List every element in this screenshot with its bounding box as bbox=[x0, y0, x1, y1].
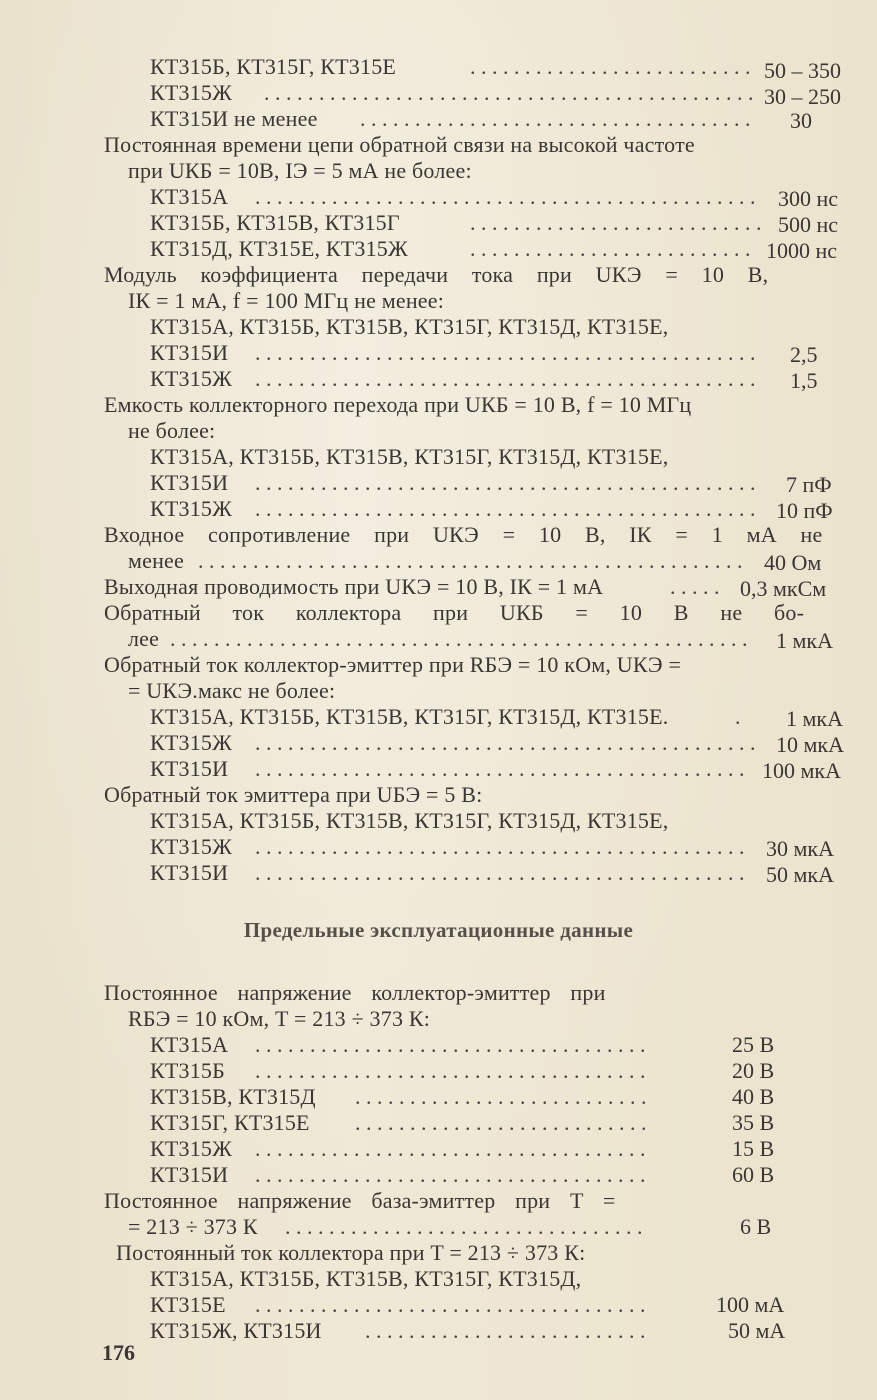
value: 35 В bbox=[732, 1110, 775, 1135]
value: 0,3 мкСм bbox=[740, 576, 827, 601]
text-line: Постоянная времени цепи обратной связи на высокой частоте bbox=[104, 132, 695, 157]
value: 100 мкА bbox=[762, 758, 841, 783]
leader-dots: ............................................. bbox=[255, 756, 750, 781]
leader-dots: ............................................. bbox=[264, 80, 759, 105]
text-line: Обратный ток коллектора при UКБ = 10 В не бо- bbox=[104, 600, 805, 625]
leader-dots: .......................... bbox=[470, 54, 756, 79]
leader-dots: .......................... bbox=[365, 1318, 651, 1343]
leader-dots: .................................... bbox=[255, 1058, 651, 1083]
value: 30 – 250 bbox=[764, 84, 841, 109]
value: 30 bbox=[790, 108, 812, 133]
text-line: КТ315Ж bbox=[150, 80, 233, 105]
text-line: = 213 ÷ 373 К bbox=[128, 1214, 258, 1239]
text-line: Выходная проводимость при UКЭ = 10 В, IК = 1 мА bbox=[104, 574, 604, 599]
text-line: не более: bbox=[128, 418, 216, 443]
value: 50 мкА bbox=[766, 862, 834, 887]
text-line: КТ315И bbox=[150, 860, 229, 885]
text-line: КТ315А, КТ315Б, КТ315В, КТ315Г, КТ315Д, КТ315Е, bbox=[150, 808, 669, 833]
text-line: RБЭ = 10 кОм, T = 213 ÷ 373 К: bbox=[128, 1006, 431, 1031]
text-line: КТ315Б, КТ315В, КТ315Г bbox=[150, 210, 400, 235]
text-line: Постоянный ток коллектора при T = 213 ÷ 373 К: bbox=[116, 1240, 586, 1265]
text-line: КТ315А, КТ315Б, КТ315В, КТ315Г, КТ315Д, КТ315Е, bbox=[150, 314, 669, 339]
value: 300 нс bbox=[778, 186, 839, 211]
text-line: КТ315И bbox=[150, 340, 229, 365]
value: 500 нс bbox=[778, 212, 839, 237]
text-line: КТ315Ж bbox=[150, 1136, 233, 1161]
leader-dots: .............................................. bbox=[255, 730, 761, 755]
leader-dots: ............................................. bbox=[255, 834, 750, 859]
leader-dots: . bbox=[735, 704, 746, 729]
text-line: КТ315И bbox=[150, 1162, 229, 1187]
text-line: КТ315Ж bbox=[150, 730, 233, 755]
leader-dots: ........................... bbox=[355, 1110, 652, 1135]
leader-dots: .................................... bbox=[360, 106, 756, 131]
value: 10 мкА bbox=[776, 732, 844, 757]
text-line: КТ315Ж bbox=[150, 366, 233, 391]
value: 6 В bbox=[740, 1214, 772, 1239]
text-line: КТ315А, КТ315Б, КТ315В, КТ315Г, КТ315Д, КТ315Е, bbox=[150, 444, 669, 469]
value: 40 В bbox=[732, 1084, 775, 1109]
leader-dots: .............................................. bbox=[255, 366, 761, 391]
text-line: Входное сопротивление при UКЭ = 10 В, IК = 1 мА не bbox=[104, 522, 823, 547]
text-line: Емкость коллекторного перехода при UКБ = 10 В, f = 10 МГц bbox=[104, 392, 692, 417]
text-line: КТ315Г, КТ315Е bbox=[150, 1110, 310, 1135]
text-line: КТ315Ж bbox=[150, 496, 233, 521]
value: 30 мкА bbox=[766, 836, 834, 861]
text-line: КТ315Д, КТ315Е, КТ315Ж bbox=[150, 236, 408, 261]
value: 25 В bbox=[732, 1032, 775, 1057]
page-number: 176 bbox=[102, 1340, 135, 1365]
text-line: КТ315А bbox=[150, 1032, 229, 1057]
value: 60 В bbox=[732, 1162, 775, 1187]
value: 1 мкА bbox=[786, 706, 843, 731]
text-line: менее bbox=[128, 548, 184, 573]
text-line: Обратный ток эмиттера при UБЭ = 5 В: bbox=[104, 782, 483, 807]
leader-dots: .................................................. bbox=[198, 548, 748, 573]
leader-dots: .................................... bbox=[255, 1136, 651, 1161]
leader-dots: .......................... bbox=[470, 236, 756, 261]
text-line: КТ315А bbox=[150, 184, 229, 209]
text-line: IК = 1 мА, f = 100 МГц не менее: bbox=[128, 288, 445, 313]
text-line: Постоянное напряжение база-эмиттер при T = bbox=[104, 1188, 616, 1213]
text-line: Модуль коэффициента передачи тока при UКЭ = 10 В, bbox=[104, 262, 769, 287]
text-line: при UКБ = 10В, IЭ = 5 мА не более: bbox=[128, 158, 472, 183]
text-line: Обратный ток коллектор-эмиттер при RБЭ = 10 кОм, UКЭ = bbox=[104, 652, 682, 677]
leader-dots: ........................... bbox=[355, 1084, 652, 1109]
value: 15 В bbox=[732, 1136, 775, 1161]
leader-dots: .............................................. bbox=[255, 340, 761, 365]
section-heading: Предельные эксплуатационные данные bbox=[243, 918, 634, 942]
leader-dots: .................................... bbox=[255, 1162, 651, 1187]
value: 1 мкА bbox=[776, 628, 833, 653]
leader-dots: ................................. bbox=[285, 1214, 648, 1239]
text-line: КТ315А, КТ315Б, КТ315В, КТ315Г, КТ315Д, bbox=[150, 1266, 582, 1291]
text-line: КТ315Б, КТ315Г, КТ315Е bbox=[150, 54, 397, 79]
value: 7 пФ bbox=[786, 472, 832, 497]
text-line: КТ315В, КТ315Д bbox=[150, 1084, 316, 1109]
leader-dots: .................................... bbox=[255, 1032, 651, 1057]
leader-dots: ........................... bbox=[470, 210, 767, 235]
text-line: КТ315И не менее bbox=[150, 106, 318, 131]
text-line: КТ315И bbox=[150, 470, 229, 495]
leader-dots: ..................................................... bbox=[170, 626, 753, 651]
value: 50 – 350 bbox=[764, 58, 841, 83]
text-line: КТ315Б bbox=[150, 1058, 225, 1083]
leader-dots: ............................................. bbox=[255, 860, 750, 885]
leader-dots: .............................................. bbox=[255, 184, 761, 209]
value: 1,5 bbox=[790, 368, 818, 393]
leader-dots: .................................... bbox=[255, 1292, 651, 1317]
text-line: КТ315Ж bbox=[150, 834, 233, 859]
leader-dots: .............................................. bbox=[255, 470, 761, 495]
value: 1000 нс bbox=[766, 238, 838, 263]
text-line: = UКЭ.макс не более: bbox=[128, 678, 336, 703]
text-line: Постоянное напряжение коллектор-эмиттер при bbox=[104, 980, 606, 1005]
leader-dots: ..... bbox=[670, 574, 725, 599]
text-line: КТ315Ж, КТ315И bbox=[150, 1318, 322, 1343]
value: 20 В bbox=[732, 1058, 775, 1083]
text-line: лее bbox=[128, 626, 160, 651]
value: 10 пФ bbox=[776, 498, 833, 523]
value: 40 Ом bbox=[764, 550, 822, 575]
value: 2,5 bbox=[790, 342, 818, 367]
leader-dots: .............................................. bbox=[255, 496, 761, 521]
text-line: КТ315А, КТ315Б, КТ315В, КТ315Г, КТ315Д, КТ315Е. bbox=[150, 704, 669, 729]
text-line: КТ315Е bbox=[150, 1292, 226, 1317]
value: 100 мА bbox=[716, 1292, 785, 1317]
text-line: КТ315И bbox=[150, 756, 229, 781]
value: 50 мА bbox=[728, 1318, 786, 1343]
